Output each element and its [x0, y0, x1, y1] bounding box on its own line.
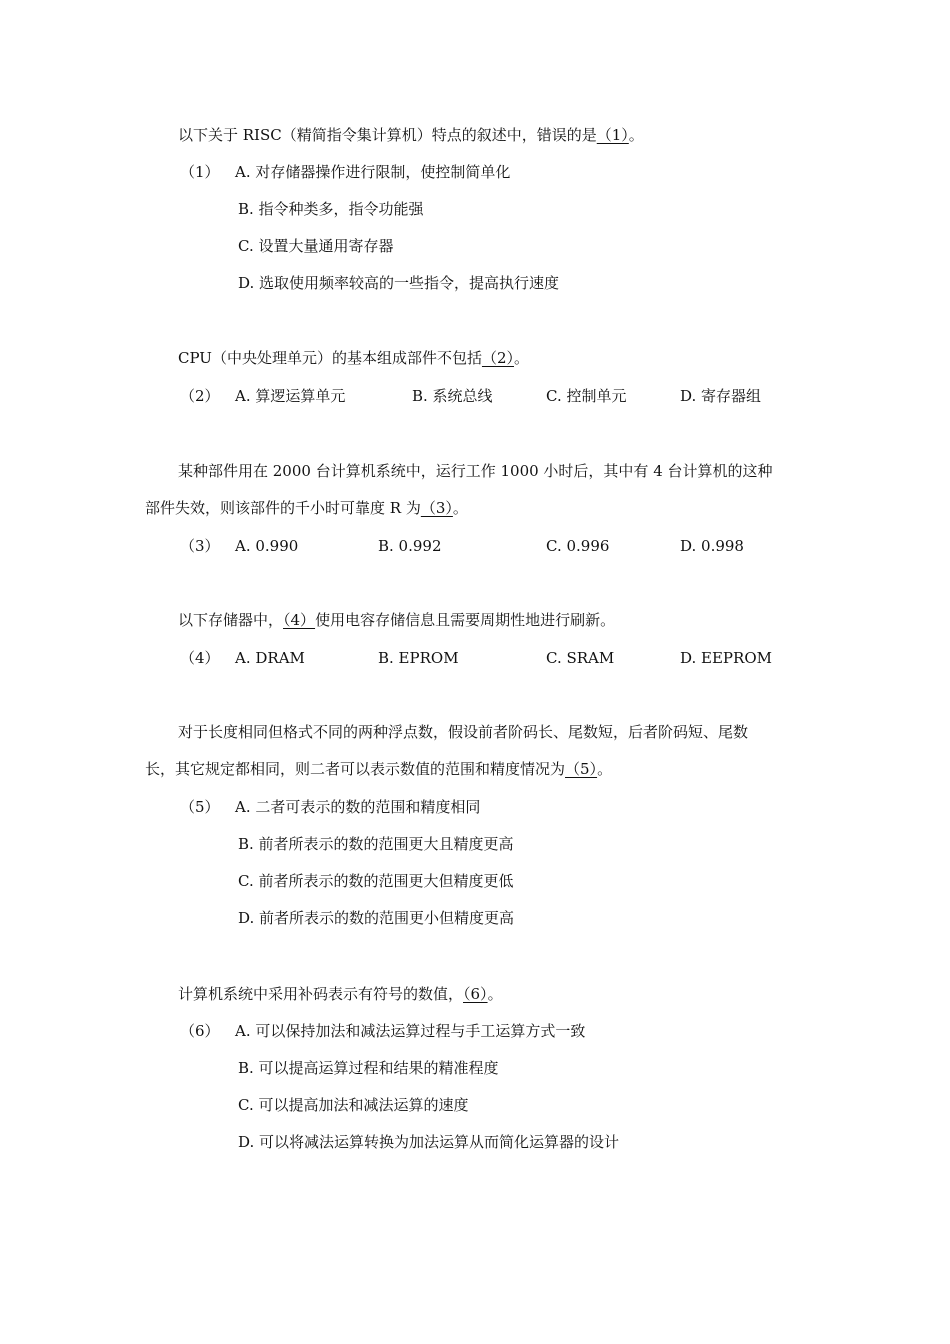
stem-end: 。: [597, 760, 613, 778]
stem-text: CPU（中央处理单元）的基本组成部件不包括: [178, 349, 482, 367]
option-a: A. 二者可表示的数的范围和精度相同: [235, 798, 481, 816]
stem-text: 以下存储器中，: [178, 611, 284, 629]
option-c: C. 设置大量通用寄存器: [238, 237, 394, 255]
option-d: D. 选取使用频率较高的一些指令，提高执行速度: [238, 274, 560, 292]
option-c: C. 前者所表示的数的范围更大但精度更低: [238, 872, 514, 890]
option-d: D. EEPROM: [680, 649, 772, 667]
stem-end: 。: [452, 499, 468, 517]
option-c: C. 0.996: [546, 537, 610, 555]
option-a: A. 算逻运算单元: [235, 387, 346, 405]
answer-blank: （4）: [283, 611, 316, 629]
option-b: B. EPROM: [378, 649, 459, 667]
stem-end: 。: [487, 985, 503, 1003]
stem-text: 以下关于 RISC（精简指令集计算机）特点的叙述中，错误的是: [178, 126, 597, 144]
option-c: C. 控制单元: [546, 387, 627, 405]
question-number: （1）: [180, 163, 220, 181]
option-b: B. 前者所表示的数的范围更大且精度更高: [238, 835, 514, 853]
option-d: D. 可以将减法运算转换为加法运算从而简化运算器的设计: [238, 1133, 620, 1151]
option-c: C. SRAM: [546, 649, 615, 667]
question-2-stem: [178, 348, 529, 368]
option-a: A. DRAM: [235, 649, 305, 667]
option-b: B. 指令种类多，指令功能强: [238, 200, 424, 218]
answer-blank: （5）: [565, 760, 598, 778]
stem-text: 计算机系统中采用补码表示有符号的数值，: [178, 985, 464, 1003]
stem-text: 部件失效，则该部件的千小时可靠度 R 为: [145, 499, 421, 517]
question-number: （2）: [180, 387, 220, 405]
stem-end: 。: [514, 349, 530, 367]
question-number: （6）: [180, 1022, 220, 1040]
option-d: D. 0.998: [680, 537, 744, 555]
answer-blank: （3）: [420, 499, 453, 517]
question-3-stem-line-2: [145, 498, 468, 518]
question-5-stem-line-1: 对于长度相同但格式不同的两种浮点数，假设前者阶码长、尾数短，后者阶码短、尾数: [178, 723, 749, 741]
option-b: B. 系统总线: [412, 387, 493, 405]
option-b: B. 可以提高运算过程和结果的精准程度: [238, 1059, 499, 1077]
option-a: A. 可以保持加法和减法运算过程与手工运算方式一致: [235, 1022, 586, 1040]
answer-blank: （1）: [596, 126, 629, 144]
stem-end: 使用电容存储信息且需要周期性地进行刷新。: [315, 611, 616, 629]
option-b: B. 0.992: [378, 537, 442, 555]
question-4-stem: [178, 610, 615, 630]
option-d: D. 前者所表示的数的范围更小但精度更高: [238, 909, 515, 927]
stem-end: 。: [628, 126, 644, 144]
question-1-stem: [178, 125, 644, 145]
option-d: D. 寄存器组: [680, 387, 762, 405]
question-number: （5）: [180, 798, 220, 816]
option-a: A. 0.990: [235, 537, 299, 555]
question-number: （3）: [180, 537, 220, 555]
option-a: A. 对存储器操作进行限制，使控制简单化: [235, 163, 511, 181]
question-5-stem-line-2: [145, 759, 612, 779]
question-6-stem: [178, 984, 503, 1004]
answer-blank: （6）: [463, 985, 488, 1003]
question-3-stem-line-1: 某种部件用在 2000 台计算机系统中，运行工作 1000 小时后，其中有 4 台计算机的这种: [178, 462, 773, 480]
stem-text: 长，其它规定都相同，则二者可以表示数值的范围和精度情况为: [145, 760, 566, 778]
option-c: C. 可以提高加法和减法运算的速度: [238, 1096, 469, 1114]
question-number: （4）: [180, 649, 220, 667]
answer-blank: （2）: [481, 349, 514, 367]
